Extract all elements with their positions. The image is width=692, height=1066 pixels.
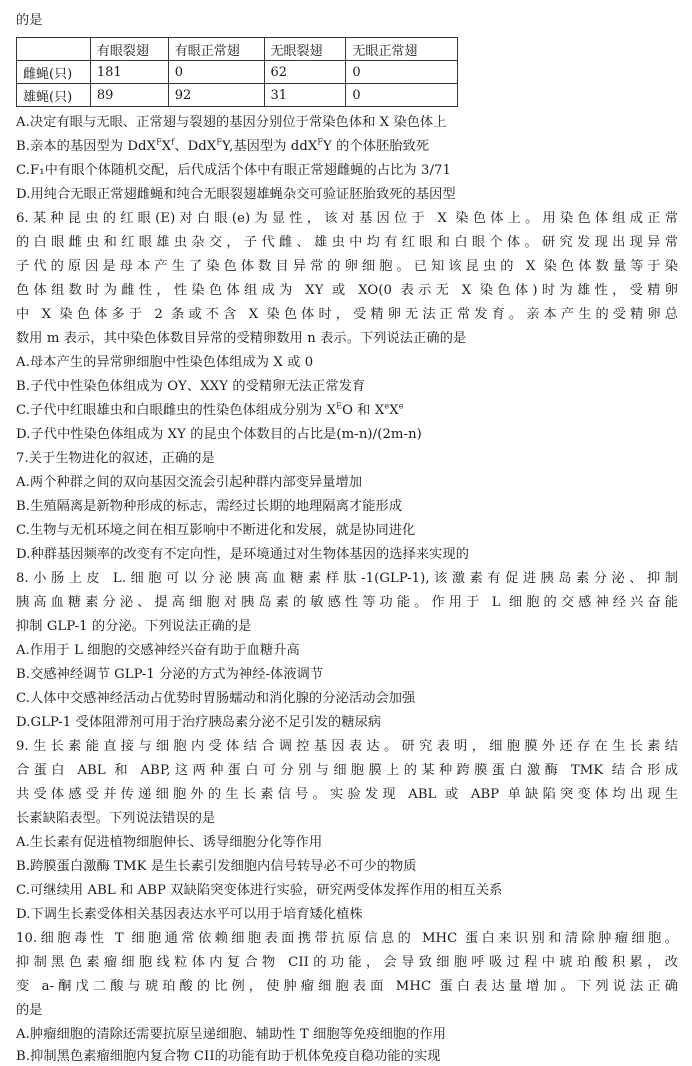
table-header-cell: 无眼正常翅 [346,38,458,61]
superscript: e [398,402,404,411]
table-row [17,61,458,84]
q10-option-a: A.肿瘤细胞的清除还需要抗原呈递细胞、辅助性 T 细胞等免疫细胞的作用 [16,1027,447,1042]
q6-stem-line: 子代的原因是母本产生了染色体数目异常的卵细胞。已知该昆虫的 X 染色体数量等于染 [16,259,678,274]
q5-option-b-text: B.亲本的基因型为 DdX [16,139,157,154]
superscript: E [336,402,343,411]
q6-stem-line: 色体组数时为雌性，性染色体组成为 XY 或 XO(0 表示无 X 染色体)时为雄性，受精卵 [16,283,678,298]
q10-stem-line: 10.细胞毒性 T 细胞通常依赖细胞表面携带抗原信息的 MHC 蛋白来识别和清除肿瘤细胞。 [16,931,678,946]
table-header-cell [17,38,91,61]
q6-option-b: B.子代中性染色体组成为 OY、XXY 的受精卵无法正常发育 [16,379,366,394]
q6-option-c-text: X [389,403,399,418]
table-cell: 0 [346,61,458,84]
q9-stem-line: 合蛋白 ABL 和 ABP,这两种蛋白可分别与细胞膜上的某种跨膜蛋白激酶 TMK 结合形成 [16,763,678,778]
q5-option-c: C.F₁中有眼个体随机交配，后代成活个体中有眼正常翅雌蝇的占比为 3/71 [16,163,452,178]
q9-stem-line: 长素缺陷表型。下列说法错误的是 [16,811,216,826]
q7-option-a: A.两个种群之间的双向基因交流会引起种群内部变异量增加 [16,475,363,490]
q5-option-b [16,138,678,156]
q8-option-a: A.作用于 L 细胞的交感神经兴奋有助于血糖升高 [16,643,300,658]
q9-option-c: C.可继续用 ABL 和 ABP 双缺陷突变体进行实验，研究两受体发挥作用的相互关系 [16,883,503,898]
q9-stem-line: 共受体感受并传递细胞外的生长素信号。实验发现 ABL 或 ABP 单缺陷突变体均出现生 [16,787,678,802]
table-row-label: 雄蝇(只) [17,84,91,107]
table-cell: 89 [90,84,168,107]
q8-option-b: B.交感神经调节 GLP-1 分泌的方式为神经-体液调节 [16,667,324,682]
q6-stem-line: 的白眼雌虫和红眼雄虫杂交，子代雌、雄虫中均有红眼和白眼个体。研究发现出现异常 [16,235,678,250]
q5-option-b-text: Y,基因型为 ddX [221,139,318,154]
q9-option-b: B.跨膜蛋白激酶 TMK 是生长素引发细胞内信号转导必不可少的物质 [16,859,417,874]
q6-option-c-text: C.子代中红眼雄虫和白眼雌虫的性染色体组成分别为 X [16,403,337,418]
q7-option-d: D.种群基因频率的改变有不定向性，是环境通过对生物体基因的选择来实现的 [16,547,469,562]
table-header-cell: 无眼裂翅 [264,38,346,61]
table-cell: 62 [264,61,346,84]
q8-stem-line: 胰高血糖素分泌、提高细胞对胰岛素的敏感性等功能。作用于 L 细胞的交感神经兴奋能 [16,595,678,610]
q5-option-d: D.用纯合无眼正常翅雌蝇和纯合无眼裂翅雄蝇杂交可验证胚胎致死的基因型 [16,187,456,202]
q5-option-b-text: 、DdX [174,139,217,154]
q8-option-c: C.人体中交感神经活动占优势时胃肠蠕动和消化腺的分泌活动会加强 [16,691,416,706]
q8-option-d: D.GLP-1 受体阻滞剂可用于治疗胰岛素分泌不足引发的糖尿病 [16,715,382,730]
q10-option-b: B.抑制黑色素瘤细胞内复合物 CII的功能有助于机体免疫自稳功能的实现 [16,1049,441,1064]
q10-stem-line: 抑制黑色素瘤细胞线粒体内复合物 CII的功能，会导致细胞呼吸过程中琥珀酸积累，改 [16,955,678,970]
q7-option-c: C.生物与无机环境之间在相互影响中不断进化和发展，就是协同进化 [16,523,416,538]
q10-stem-line: 的是 [16,1003,43,1018]
q5-option-a: A.决定有眼与无眼、正常翅与裂翅的基因分别位于常染色体和 X 染色体上 [16,115,447,130]
table-row-label: 雌蝇(只) [17,61,91,84]
table-header-cell: 有眼裂翅 [90,38,168,61]
intro-text: 的是 [16,13,43,28]
q6-option-a: A.母本产生的异常卵细胞中性染色体组成为 X 或 0 [16,355,314,370]
table-row [17,84,458,107]
q6-option-d: D.子代中性染色体组成为 XY 的昆虫个体数目的占比是(m-n)/(2m-n) [16,427,422,442]
q10-stem-line: 变 a-酮戊二酸与琥珀酸的比例，使肿瘤细胞表面 MHC 蛋白表达量增加。下列说法正确 [16,979,678,994]
q7-stem: 7.关于生物进化的叙述，正确的是 [16,451,215,466]
q8-stem-line: 8.小肠上皮 L.细胞可以分泌胰高血糖素样肽-1(GLP-1),该激素有促进胰岛素分泌、抑制 [16,571,678,586]
q9-option-a: A.生长素有促进植物细胞伸长、诱导细胞分化等作用 [16,835,323,850]
q6-stem-line: 中 X 染色体多于 2 条或不含 X 染色体时，受精卵无法正常发育。亲本产生的受精卵总 [16,307,678,322]
table-cell: 92 [168,84,264,107]
table-cell: 0 [346,84,458,107]
q5-option-b-text: Y 的个体胚胎致死 [323,139,430,154]
q6-stem-line: 数用 m 表示，其中染色体数目异常的受精卵数用 n 表示。下列说法正确的是 [16,331,467,346]
q5-option-b-text: X [161,139,172,154]
superscript: F [216,138,222,147]
q8-stem-line: 抑制 GLP-1 的分泌。下列说法正确的是 [16,619,252,634]
q6-option-c [16,402,678,420]
q6-option-c-text: O 和 X [342,403,385,418]
q7-option-b: B.生殖隔离是新物种形成的标志，需经过长期的地理隔离才能形成 [16,499,403,514]
superscript: e [384,402,390,411]
q6-stem-line: 6.某种昆虫的红眼(E)对白眼(e)为显性，该对基因位于 X 染色体上。用染色体组成正常 [16,211,678,226]
q9-stem-line: 9.生长素能直接与细胞内受体结合调控基因表达。研究表明，细胞膜外还存在生长素结 [16,739,678,754]
results-table [16,37,458,107]
superscript: F [317,138,324,147]
superscript: f [171,138,175,147]
table-cell: 0 [168,61,264,84]
table-cell: 31 [264,84,346,107]
table-header-row [17,38,458,61]
table-header-cell: 有眼正常翅 [168,38,264,61]
superscript: F [156,138,162,147]
q9-option-d: D.下调生长素受体相关基因表达水平可以用于培育矮化植株 [16,907,363,922]
table-cell: 181 [90,61,168,84]
